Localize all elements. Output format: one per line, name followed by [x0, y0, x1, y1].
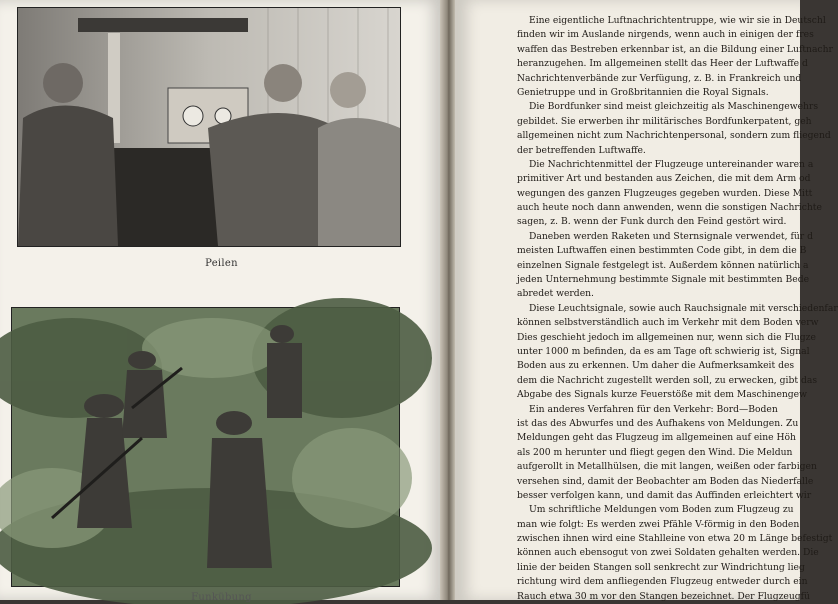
photo-radio-operators: [17, 7, 401, 247]
text-line: richtung wird dem anfliegenden Flugzeug entweder durch ein: [517, 576, 808, 588]
text-line: linie der beiden Stangen soll senkrecht zur Windrichtung lieg: [517, 561, 805, 573]
text-line: können auch ebensogut von zwei Soldaten gehalten werden. Die: [517, 547, 819, 559]
text-line: man wie folgt: Es werden zwei Pfähle V-förmig in den Boden: [517, 518, 800, 530]
text-line: unter 1000 m befinden, da es am Tage oft schwierig ist, Signal: [517, 345, 810, 357]
right-page: [455, 0, 838, 602]
text-line: allgemeinen nicht zum Nachrichtenpersonal, sondern zum fliegend: [517, 130, 831, 142]
text-line: meisten Luftwaffen einen bestimmten Code gibt, in dem die B: [517, 245, 807, 257]
text-line: können selbstverständlich auch im Verkehr mit dem Boden verw: [517, 317, 819, 329]
text-line: Daneben werden Raketen und Sternsignale verwendet, für d: [529, 230, 813, 242]
photo-field-soldiers: [11, 307, 400, 587]
text-line: Genietruppe und in Großbritannien die Royal Signals.: [517, 86, 769, 98]
text-line: Nachrichtenverbände zur Verfügung, z. B. in Frankreich und: [517, 72, 802, 84]
text-line: zwischen ihnen wird eine Stahlleine von etwa 20 m Länge befestigt: [517, 533, 833, 545]
text-line: besser verfolgen kann, und damit das Auffinden erleichtert wir: [517, 489, 812, 501]
text-line: einzelnen Signale festgelegt ist. Außerdem können natürlich a: [517, 259, 809, 271]
text-line: Ein anderes Verfahren für den Verkehr: Bord—Boden: [529, 403, 778, 415]
text-line: Die Nachrichtenmittel der Flugzeuge untereinander waren a: [529, 158, 814, 170]
text-line: auch heute noch dann anwenden, wenn die sonstigen Nachrichte: [517, 202, 822, 214]
text-line: sagen, z. B. wenn der Funk durch den Feind gestört wird.: [517, 216, 787, 228]
text-line: Um schriftliche Meldungen vom Boden zum Flugzeug zu: [529, 504, 794, 516]
photo-caption-top: Peilen: [205, 258, 238, 269]
text-line: der betreffenden Luftwaffe.: [517, 144, 646, 156]
text-line: Dies geschieht jedoch im allgemeinen nur, wenn sich die Flugze: [517, 331, 816, 343]
text-line: ist das des Abwurfes und des Aufhakens von Meldungen. Zu: [517, 417, 799, 429]
text-line: gebildet. Sie erwerben ihr militärisches Bordfunkerpatent, geh: [517, 115, 812, 127]
text-line: versehen sind, damit der Beobachter am Boden das Niederfalle: [517, 475, 814, 487]
book-gutter: [440, 0, 456, 600]
text-line: Die Bordfunker sind meist gleichzeitig als Maschinengewehrs: [529, 101, 819, 113]
text-line: als 200 m herunter und fliegt gegen den Wind. Die Meldun: [517, 446, 793, 458]
photo-caption-bottom: Funkübung: [191, 592, 252, 603]
text-line: waffen das Bestreben erkennbar ist, an die Bildung einer Luftnachr: [517, 43, 833, 55]
text-line: jeden Unternehmung bestimmte Signale mit bestimmten Bede: [517, 274, 810, 286]
text-line: Eine eigentliche Luftnachrichtentruppe, wie wir sie in Deutschl: [529, 15, 826, 26]
text-line: wegungen des ganzen Flugzeuges gegeben wurden. Diese Mitt: [517, 187, 813, 199]
body-text-column: [517, 14, 838, 604]
text-line: primitiver Art und bestanden aus Zeichen, die mit dem Arm od: [517, 173, 811, 185]
text-line: abredet werden.: [517, 288, 594, 300]
text-line: aufgerollt in Metallhülsen, die mit langen, weißen oder farbigen: [517, 461, 817, 473]
text-line: Rauch etwa 30 m vor den Stangen bezeichnet. Der Flugzeugfü: [517, 590, 810, 602]
text-line: Meldungen geht das Flugzeug im allgemeinen auf eine Höh: [517, 432, 796, 444]
text-line: Boden aus zu erkennen. Um daher die Aufmerksamkeit des: [517, 360, 795, 372]
text-line: dem die Nachricht zugestellt werden soll, zu erwecken, gibt das: [517, 374, 818, 386]
text-line: finden wir im Auslande nirgends, wenn auch in einigen der fres: [517, 29, 814, 41]
text-line: Diese Leuchtsignale, sowie auch Rauchsignale mit verschiedenfar: [529, 302, 838, 314]
text-line: heranzugehen. Im allgemeinen stellt das Heer der Luftwaffe d: [517, 58, 808, 70]
text-line: Abgabe des Signals kurze Feuerstöße mit dem Maschinengew: [517, 389, 807, 401]
